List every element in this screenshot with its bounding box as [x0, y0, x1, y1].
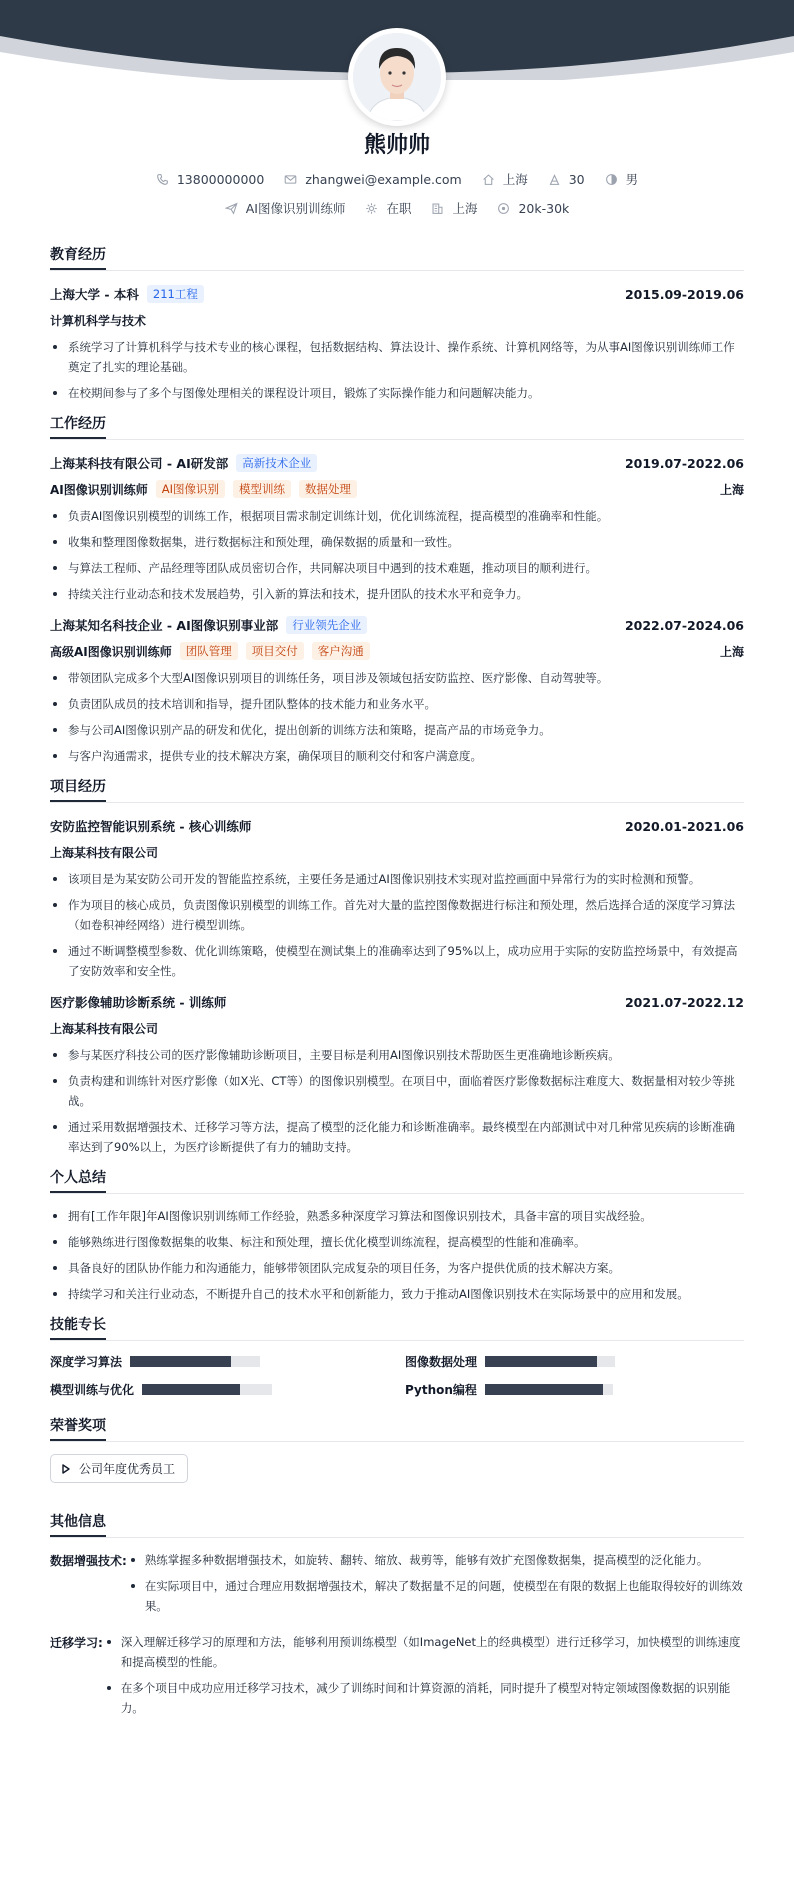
building-icon	[431, 202, 444, 215]
school-tag: 211工程	[147, 285, 204, 303]
email-text: zhangwei@example.com	[305, 171, 462, 187]
phone-icon	[156, 173, 169, 186]
salary-icon	[497, 202, 510, 215]
list-item: 通过采用数据增强技术、迁移学习等方法，提高了模型的泛化能力和诊断准确率。最终模型在内部测试中对几种常见疾病的诊断准确率达到了90%以上，为医疗诊断提供了有力的辅助支持。	[50, 1117, 744, 1157]
skill-name: 图像数据处理	[405, 1354, 478, 1369]
section-title-work: 工作经历	[50, 413, 744, 440]
other-item	[50, 1550, 744, 1622]
role-name: AI图像识别训练师	[50, 482, 148, 497]
list-item: 在校期间参与了多个与图像处理相关的课程设计项目，锻炼了实际操作能力和问题解决能力。	[50, 383, 744, 403]
work-location: 上海	[719, 644, 744, 659]
list-item: 在实际项目中，通过合理应用数据增强技术，解决了数据量不足的问题，使模型在有限的数据上也能取得较好的训练效果。	[127, 1576, 744, 1616]
list-item: 负责构建和训练针对医疗影像（如X光、CT等）的图像识别模型。在项目中，面临着医疗影像数据标注难度大、数据量相对较少等挑战。	[50, 1071, 744, 1111]
list-item: 系统学习了计算机科学与技术专业的核心课程，包括数据结构、算法设计、操作系统、计算机网络等，为从事AI图像识别训练师工作奠定了扎实的理论基础。	[50, 337, 744, 377]
work-section	[50, 413, 744, 766]
section-title-other: 其他信息	[50, 1511, 744, 1538]
play-icon	[61, 1464, 71, 1474]
project-name: 医疗影像辅助诊断系统 - 训练师	[50, 995, 227, 1010]
skill-tag: 数据处理	[299, 480, 357, 498]
list-item: 能够熟练进行图像数据集的收集、标注和预处理，擅长优化模型训练流程，提高模型的性能和准确率。	[50, 1232, 744, 1252]
company-name: 上海某科技有限公司 - AI研发部	[50, 456, 229, 471]
skill-item	[50, 1381, 405, 1397]
project-company: 上海某科技有限公司	[50, 1021, 159, 1036]
company-tag: 高新技术企业	[236, 454, 317, 472]
status-text: 在职	[386, 201, 412, 216]
list-item: 与算法工程师、产品经理等团队成员密切合作，共同解决项目中遇到的技术难题，推动项目的顺利进行。	[50, 558, 744, 578]
list-item: 持续学习和关注行业动态，不断提升自己的技术水平和创新能力，致力于推动AI图像识别技术在实际场景中的应用和发展。	[50, 1284, 744, 1304]
skill-level-bar	[142, 1384, 272, 1395]
skill-tag: 团队管理	[180, 642, 238, 660]
company-tag: 行业领先企业	[286, 616, 367, 634]
city-item	[482, 170, 528, 188]
other-label: 数据增强技术:	[50, 1554, 127, 1568]
skill-tag: 客户沟通	[312, 642, 370, 660]
other-item	[50, 1632, 744, 1724]
section-title-awards: 荣誉奖项	[50, 1415, 744, 1442]
work-date: 2019.07-2022.06	[624, 455, 744, 471]
school-name: 上海大学 - 本科	[50, 287, 139, 302]
age-item	[548, 172, 585, 187]
project-name: 安防监控智能识别系统 - 核心训练师	[50, 819, 252, 834]
age-icon	[548, 173, 561, 186]
list-item: 参与某医疗科技公司的医疗影像辅助诊断项目，主要目标是利用AI图像识别技术帮助医生更准确地诊断疾病。	[50, 1045, 744, 1065]
work-entry	[50, 614, 744, 766]
skill-name: Python编程	[405, 1382, 477, 1397]
list-item: 负责团队成员的技术培训和指导，提升团队整体的技术能力和业务水平。	[50, 694, 744, 714]
list-item: 负责AI图像识别模型的训练工作，根据项目需求制定训练计划，优化训练流程，提高模型的准确率和性能。	[50, 506, 744, 526]
section-title-education: 教育经历	[50, 244, 744, 271]
section-title-summary: 个人总结	[50, 1167, 744, 1194]
skill-level-fill	[130, 1356, 231, 1367]
skill-level-fill	[485, 1356, 597, 1367]
skill-item	[405, 1353, 744, 1369]
education-section	[50, 244, 744, 403]
section-title-projects: 项目经历	[50, 776, 744, 803]
phone-text: 13800000000	[176, 171, 265, 187]
avatar	[348, 28, 446, 126]
project-entry	[50, 815, 744, 981]
age-text: 30	[568, 171, 585, 187]
list-item: 熟练掌握多种数据增强技术，如旋转、翻转、缩放、裁剪等，能够有效扩充图像数据集，提高模型的泛化能力。	[127, 1550, 744, 1570]
email-item	[284, 172, 461, 187]
education-entry	[50, 283, 744, 403]
contact-row	[0, 170, 794, 188]
list-item: 在多个项目中成功应用迁移学习技术，减少了训练时间和计算资源的消耗，同时提升了模型对特定领域图像数据的识别能力。	[103, 1678, 744, 1718]
list-item: 与客户沟通需求，提供专业的技术解决方案，确保项目的顺利交付和客户满意度。	[50, 746, 744, 766]
status-icon	[365, 202, 378, 215]
list-item: 深入理解迁移学习的原理和方法，能够利用预训练模型（如ImageNet上的经典模型）进行迁移学习，加快模型的训练速度和提高模型的性能。	[103, 1632, 744, 1672]
skill-tag: AI图像识别	[156, 480, 225, 498]
major-name: 计算机科学与技术	[50, 313, 147, 328]
mail-icon	[284, 173, 297, 186]
list-item: 通过不断调整模型参数、优化训练策略，使模型在测试集上的准确率达到了95%以上，成功应用于实际的安防监控场景中，有效提高了安防效率和安全性。	[50, 941, 744, 981]
list-item: 带领团队完成多个大型AI图像识别项目的训练任务，项目涉及领域包括安防监控、医疗影像、自动驾驶等。	[50, 668, 744, 688]
work-date: 2022.07-2024.06	[624, 617, 744, 633]
skill-level-fill	[485, 1384, 603, 1395]
work-entry	[50, 452, 744, 604]
send-icon	[225, 202, 238, 215]
target-role-item	[225, 199, 346, 217]
skill-level-fill	[142, 1384, 240, 1395]
home-icon	[482, 173, 495, 186]
skill-item	[405, 1381, 744, 1397]
city-text: 上海	[502, 172, 528, 187]
job-intent-row	[0, 199, 794, 217]
list-item: 持续关注行业动态和技术发展趋势，引入新的算法和技术，提升团队的技术水平和竞争力。	[50, 584, 744, 604]
target-city-text: 上海	[452, 201, 478, 216]
project-date: 2021.07-2022.12	[624, 994, 744, 1010]
award-badge	[50, 1454, 188, 1483]
award-name: 公司年度优秀员工	[79, 1462, 176, 1476]
skill-name: 深度学习算法	[50, 1354, 123, 1369]
skill-level-bar	[485, 1356, 615, 1367]
role-name: 高级AI图像识别训练师	[50, 644, 172, 659]
salary-text: 20k-30k	[518, 200, 570, 216]
list-item: 作为项目的核心成员，负责图像识别模型的训练工作。首先对大量的监控图像数据进行标注和预处理，然后选择合适的深度学习算法（如卷积神经网络）进行模型训练。	[50, 895, 744, 935]
target-role-text: AI图像识别训练师	[245, 201, 346, 216]
skill-tag: 项目交付	[246, 642, 304, 660]
skill-level-bar	[130, 1356, 260, 1367]
gender-text: 男	[625, 172, 639, 187]
gender-item	[605, 170, 639, 188]
projects-section	[50, 776, 744, 1157]
section-title-skills: 技能专长	[50, 1314, 744, 1341]
project-entry	[50, 991, 744, 1157]
target-city-item	[431, 199, 477, 217]
skill-item	[50, 1353, 405, 1369]
other-section	[50, 1511, 744, 1724]
summary-section	[50, 1167, 744, 1304]
education-date: 2015.09-2019.06	[624, 286, 744, 302]
status-item	[365, 199, 411, 217]
awards-section	[50, 1415, 744, 1501]
phone-item	[156, 172, 264, 187]
skill-name: 模型训练与优化	[50, 1382, 135, 1397]
project-date: 2020.01-2021.06	[624, 818, 744, 834]
list-item: 拥有[工作年限]年AI图像识别训练师工作经验，熟悉多种深度学习算法和图像识别技术，具备丰富的项目实战经验。	[50, 1206, 744, 1226]
skill-tag: 模型训练	[233, 480, 291, 498]
list-item: 该项目是为某安防公司开发的智能监控系统，主要任务是通过AI图像识别技术实现对监控画面中异常行为的实时检测和预警。	[50, 869, 744, 889]
resume-body	[50, 244, 744, 1734]
list-item: 参与公司AI图像识别产品的研发和优化，提出创新的训练方法和策略，提高产品的市场竞争力。	[50, 720, 744, 740]
gender-icon	[605, 173, 618, 186]
company-name: 上海某知名科技企业 - AI图像识别事业部	[50, 618, 279, 633]
project-company: 上海某科技有限公司	[50, 845, 159, 860]
other-label: 迁移学习:	[50, 1636, 103, 1650]
skills-section	[50, 1314, 744, 1397]
work-location: 上海	[719, 482, 744, 497]
list-item: 收集和整理图像数据集，进行数据标注和预处理，确保数据的质量和一致性。	[50, 532, 744, 552]
skill-level-bar	[485, 1384, 613, 1395]
list-item: 具备良好的团队协作能力和沟通能力，能够带领团队完成复杂的项目任务，为客户提供优质的技术解决方案。	[50, 1258, 744, 1278]
salary-item	[497, 201, 569, 216]
candidate-name: 熊帅帅	[363, 133, 430, 158]
